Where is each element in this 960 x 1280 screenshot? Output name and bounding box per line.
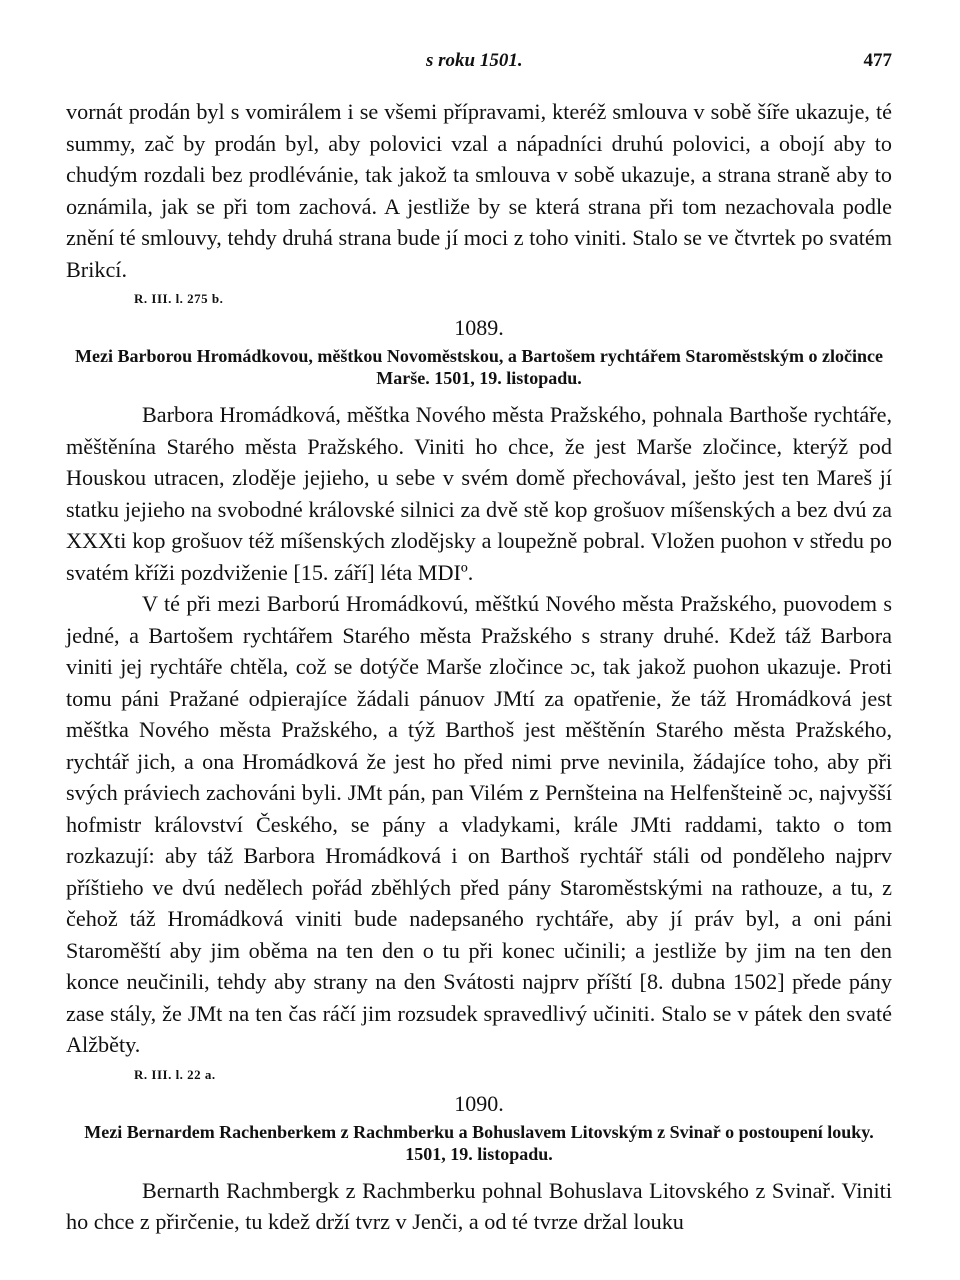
entry-number-1089: 1089.	[454, 315, 504, 340]
entry-title-1090: Mezi Bernardem Rachenberkem z Rachmberku a Bohuslavem Litovským z Svinař o postoupení louky. 1501, 19. listopadu.	[84, 1121, 874, 1164]
page-body	[66, 96, 892, 1238]
paragraph-1089-summons: Barbora Hromádková, měštka Nového města Pražského, pohnala Barthoše rychtáře, měštěnína Starého města Pražského. Viniti ho chce, že jest Marše zločince, kterýž pod Houskou utracen, zloděje jejieho, u sebe v svém domě přechovával, ješto jest ten Mareš jí statku jejieho na svobodné královské silnici za dvě stě kop grošuov míšenských a bez dvú za XXXti kop grošuov též míšenských zlodějsky a loupežně pobral. Vložen puohon v středu po svatém kříži pozdviženie [15. září] léta MDIº.	[66, 402, 892, 585]
paragraph-1090: Bernarth Rachmbergk z Rachmberku pohnal Bohuslava Litovského z Svinař. Viniti ho chce z přirčenie, tu kdež drží tvrz v Jenči, a od té tvrze držal louku	[66, 1177, 892, 1234]
source-reference: R. III. l. 275 b.	[134, 291, 224, 306]
page-header	[66, 48, 892, 78]
running-head: s roku 1501.	[426, 50, 523, 71]
page-number: 477	[863, 50, 892, 71]
paragraph-1089-ruling: V té při mezi Barború Hromádkovú, měštkú Nového města Pražského, puovodem s jedné, a Bartošem rychtářem Starého města Pražského s strany druhé. Kdež táž Barbora viniti jej rychtáře chtěla, což se dotýče Marše zločince ɔc, tak jakož puohon ukazuje. Proti tomu páni Pražané odpierajíce žádali pánuov JMtí za opatřenie, že táž Hromádková jest měštka Nového města Pražského, a týž Barthoš jest měštěnín Starého města Pražského, rychtář jich, a ona Hromádková že jest ho před nimi prve nevinila, žádajíce toho, aby při svých práviech zachováni byli. JMt pán, pan Vilém z Pernšteina na Helfenšteině ɔc, najvyšší hofmistr království Českého, se pány a vladykami, krále JMti raddami, takto o tom rozkazují: aby táž Barbora Hromádková i on Barthoš rychtář stáli od ponděleho najprv příštieho ve dvú nedělech pořád zběhlých před pány Staroměstskými na rathouze, a tu, z čehož táž Hromádková viniti bude nadepsaného rychtáře, aby jí práv byl, a oni páni Staroměští aby jim oběma na ten den o tu při konec učinili; a jestliže by jim na ten den konce neučinili, tehdy aby strany na den Svátosti najprv příští [8. dubna 1502] přede pány zase stály, že JMt na ten čas ráčí jim rozsudek spravedlivý učiniti. Stalo se v pátek den svaté Alžběty.	[66, 591, 892, 1057]
paragraph-continued: vornát prodán byl s vomirálem i se všemi přípravami, kteréž smlouva v sobě šíře ukazuje, té summy, zač by prodán byl, aby polovici vzal a nápadníci druhú polovici, a obojí aby to chudým rozdali bez prodlévánie, tak jakož ta smlouva v sobě ukazuje, a strana straně aby to oznámila, jak se při tom zachová. A jestliže by se která strana při tom nezachovala podle znění té smlouvy, tehdy druhá strana bude jí moci z toho viniti. Stalo se ve čtvrtek po svatém Brikcí.	[66, 99, 892, 282]
source-reference: R. III. l. 22 a.	[134, 1066, 216, 1082]
entry-number-1090: 1090.	[454, 1090, 504, 1116]
entry-title-1089: Mezi Barborou Hromádkovou, měštkou Novoměstskou, a Bartošem rychtářem Staroměstským o zločince Marše. 1501, 19. listopadu.	[75, 346, 883, 388]
